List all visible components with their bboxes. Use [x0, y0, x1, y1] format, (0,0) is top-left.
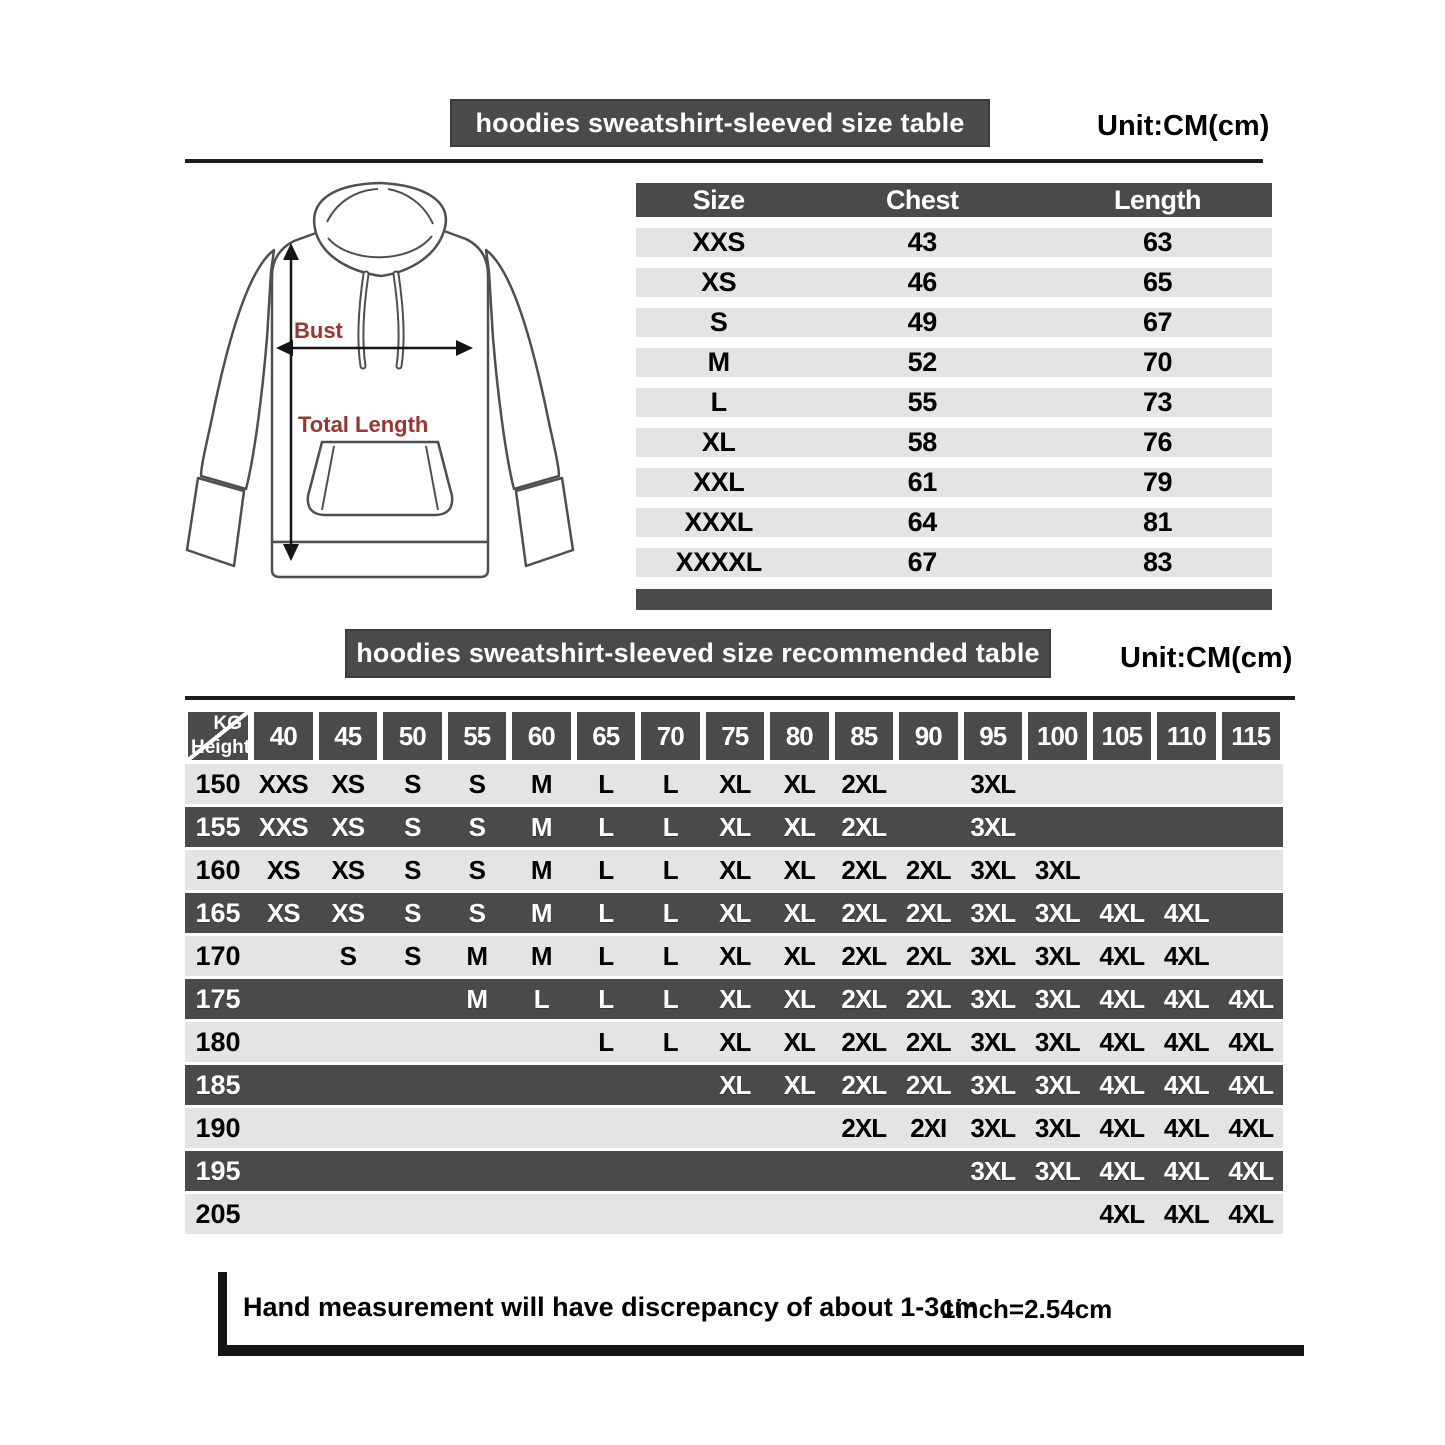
matrix-size-cell: 2XL [841, 768, 887, 799]
matrix-size-cell [1090, 807, 1155, 847]
matrix-size-cell: L [662, 854, 678, 885]
weight-header-cell: 55 [448, 712, 507, 760]
matrix-size-cell: 4XL [1228, 1198, 1274, 1229]
matrix-size-cell [509, 1151, 574, 1191]
matrix-size-cell: 2XL [841, 811, 887, 842]
weight-header-wrap [767, 712, 832, 760]
matrix-size-cell: XS [331, 897, 365, 928]
recommended-table-title-bar [345, 629, 1051, 678]
size-table-row [636, 548, 1272, 577]
matrix-height-label: 165 [195, 897, 241, 928]
matrix-size-cell [832, 1151, 897, 1191]
weight-header-wrap [703, 712, 768, 760]
matrix-size-cell: M [466, 983, 488, 1014]
matrix-size-cell [380, 1108, 445, 1148]
size-table-cell: XXS [692, 227, 745, 257]
matrix-size-cell [1219, 936, 1284, 976]
weight-header-wrap [1090, 712, 1155, 760]
corner-cell-wrap [185, 712, 251, 760]
footer-left-bar [218, 1272, 227, 1356]
size-table-bottom-strip [636, 589, 1272, 610]
matrix-size-cell [896, 764, 961, 804]
matrix-size-cell: 3XL [1034, 1069, 1080, 1100]
matrix-size-cell [1025, 1194, 1090, 1234]
matrix-size-cell: 2XL [905, 1069, 951, 1100]
matrix-height-label: 170 [195, 940, 241, 971]
weight-header-wrap [961, 712, 1026, 760]
matrix-size-cell [767, 1151, 832, 1191]
matrix-size-cell: S [404, 854, 421, 885]
matrix-size-cell: 3XL [1034, 1026, 1080, 1057]
size-table-cell: 79 [1142, 467, 1173, 497]
matrix-size-cell: XXS [258, 768, 308, 799]
matrix-size-cell: S [468, 854, 485, 885]
matrix-row [185, 764, 1283, 804]
weight-header-wrap [509, 712, 574, 760]
matrix-size-cell: 3XL [970, 1112, 1016, 1143]
weight-header-wrap [574, 712, 639, 760]
matrix-size-cell: 4XL [1228, 1069, 1274, 1100]
weight-header-cell: 90 [899, 712, 958, 760]
size-table-row [636, 388, 1272, 417]
matrix-height-label: 185 [195, 1069, 241, 1100]
size-table-title-bar [450, 99, 990, 147]
matrix-size-cell [703, 1151, 768, 1191]
kg-height-corner-cell [188, 712, 251, 760]
measurement-note: Hand measurement will have discrepancy of about 1-3cm [243, 1292, 979, 1322]
matrix-row [185, 936, 1283, 976]
matrix-size-cell: L [662, 940, 678, 971]
matrix-size-cell: 3XL [1034, 983, 1080, 1014]
size-table-cell: S [709, 307, 728, 337]
matrix-size-cell: 4XL [1228, 983, 1274, 1014]
matrix-size-cell: S [339, 940, 356, 971]
matrix-size-cell: 3XL [970, 854, 1016, 885]
matrix-size-cell: XS [266, 897, 300, 928]
size-table-body [636, 228, 1272, 577]
matrix-height-label: 205 [195, 1198, 241, 1229]
matrix-size-cell [767, 1108, 832, 1148]
matrix-size-cell: XL [783, 811, 815, 842]
weight-header-cell: 65 [577, 712, 636, 760]
size-table-row [636, 308, 1272, 337]
size-table-title: hoodies sweatshirt-sleeved size table [475, 107, 965, 138]
matrix-size-cell: XL [719, 897, 751, 928]
matrix-size-cell [445, 1194, 510, 1234]
matrix-size-cell [251, 1151, 316, 1191]
matrix-size-cell: S [468, 897, 485, 928]
recommended-table-title: hoodies sweatshirt-sleeved size recommended table [356, 638, 1040, 668]
matrix-size-cell: S [404, 811, 421, 842]
matrix-size-cell [1090, 764, 1155, 804]
matrix-size-cell: M [530, 768, 552, 799]
kg-label: KG [213, 713, 242, 734]
matrix-size-cell: XS [266, 854, 300, 885]
matrix-row [185, 979, 1283, 1019]
weight-header-wrap [445, 712, 510, 760]
matrix-row [185, 1108, 1283, 1148]
matrix-size-cell [251, 936, 316, 976]
matrix-size-cell: XL [783, 854, 815, 885]
matrix-size-cell: 4XL [1228, 1026, 1274, 1057]
matrix-size-cell [574, 1151, 639, 1191]
matrix-size-cell: 2XL [841, 897, 887, 928]
height-label: Height [191, 737, 251, 758]
matrix-size-cell [316, 979, 381, 1019]
size-table-cell: L [710, 387, 727, 417]
matrix-size-cell: 4XL [1163, 940, 1209, 971]
matrix-size-cell: 3XL [970, 768, 1016, 799]
matrix-size-cell: L [598, 897, 614, 928]
matrix-size-cell: L [598, 1026, 614, 1057]
weight-header-cell: 100 [1028, 712, 1087, 760]
matrix-size-cell: 4XL [1099, 1155, 1145, 1186]
size-table-row [636, 468, 1272, 497]
matrix-size-cell [1154, 807, 1219, 847]
matrix-size-cell [832, 1194, 897, 1234]
size-table-cell: 67 [1142, 307, 1173, 337]
size-table-cell: 52 [907, 347, 937, 377]
matrix-size-cell: L [598, 983, 614, 1014]
matrix-size-cell: S [468, 811, 485, 842]
matrix-size-cell: S [468, 768, 485, 799]
matrix-size-cell [316, 1151, 381, 1191]
size-table-cell: 43 [907, 227, 937, 257]
size-table-cell: 70 [1142, 347, 1173, 377]
matrix-size-cell [638, 1194, 703, 1234]
matrix-size-cell: 4XL [1163, 1155, 1209, 1186]
matrix-size-cell [380, 1151, 445, 1191]
matrix-size-cell: 2XL [905, 897, 951, 928]
size-table-cell: 73 [1142, 387, 1173, 417]
matrix-size-cell: XL [783, 1026, 815, 1057]
matrix-size-cell: L [598, 811, 614, 842]
matrix-size-cell: 4XL [1163, 1026, 1209, 1057]
weight-header-wrap [380, 712, 445, 760]
matrix-size-cell [703, 1194, 768, 1234]
matrix-size-cell [638, 1151, 703, 1191]
matrix-row [185, 1194, 1283, 1234]
matrix-size-cell: 4XL [1163, 1069, 1209, 1100]
weight-header-wrap [251, 712, 316, 760]
matrix-size-cell: 4XL [1163, 897, 1209, 928]
size-table-cell: 58 [907, 427, 937, 457]
matrix-size-cell: S [404, 768, 421, 799]
matrix-size-cell [251, 1194, 316, 1234]
matrix-size-cell [574, 1108, 639, 1148]
size-table-cell: XXXXL [675, 547, 762, 577]
divider-line-top [185, 159, 1263, 163]
matrix-size-cell [316, 1022, 381, 1062]
matrix-size-cell: XL [783, 983, 815, 1014]
recommended-table-unit-label: Unit:CM(cm) [1120, 642, 1293, 674]
weight-header-cell: 70 [641, 712, 700, 760]
matrix-size-cell: XL [783, 1069, 815, 1100]
matrix-height-label: 150 [195, 768, 241, 799]
size-table-row [636, 268, 1272, 297]
matrix-size-cell: L [662, 811, 678, 842]
weight-header-cell: 50 [383, 712, 442, 760]
size-table-row [636, 428, 1272, 457]
matrix-size-cell [1090, 850, 1155, 890]
matrix-size-cell: 3XL [970, 1026, 1016, 1057]
weight-header-cell: 45 [319, 712, 378, 760]
matrix-size-cell: L [598, 940, 614, 971]
weight-header-cell: 80 [770, 712, 829, 760]
matrix-size-cell [1025, 764, 1090, 804]
matrix-size-cell: XXS [258, 811, 308, 842]
matrix-size-cell: M [466, 940, 488, 971]
matrix-size-cell [509, 1065, 574, 1105]
size-table-cell: 61 [907, 467, 937, 497]
matrix-size-cell [380, 1022, 445, 1062]
weight-header-wrap [896, 712, 961, 760]
matrix-size-cell [251, 1108, 316, 1148]
matrix-size-cell [251, 979, 316, 1019]
matrix-row [185, 893, 1283, 933]
weight-header-wrap [316, 712, 381, 760]
matrix-size-cell [251, 1065, 316, 1105]
size-table-cell: 65 [1142, 267, 1173, 297]
matrix-size-cell: XL [719, 768, 751, 799]
matrix-size-cell [1219, 764, 1284, 804]
matrix-size-cell [509, 1194, 574, 1234]
size-table-cell: M [707, 347, 730, 377]
matrix-size-cell: 3XL [1034, 1112, 1080, 1143]
matrix-size-cell: M [530, 940, 552, 971]
matrix-row [185, 850, 1283, 890]
matrix-size-cell [445, 1065, 510, 1105]
matrix-size-cell: XS [331, 768, 365, 799]
matrix-size-cell: L [598, 768, 614, 799]
matrix-size-cell: S [404, 940, 421, 971]
matrix-size-cell: 4XL [1099, 1112, 1145, 1143]
matrix-height-label: 175 [195, 983, 241, 1014]
size-table-cell: 83 [1142, 547, 1173, 577]
matrix-size-cell: L [662, 1026, 678, 1057]
matrix-size-cell: 2XL [905, 983, 951, 1014]
size-table [636, 183, 1272, 610]
divider-line-middle [185, 696, 1295, 700]
matrix-size-cell: XS [331, 854, 365, 885]
matrix-size-cell [445, 1108, 510, 1148]
matrix-size-cell [896, 1151, 961, 1191]
matrix-size-cell: 3XL [1034, 940, 1080, 971]
weight-header-cell: 115 [1222, 712, 1281, 760]
matrix-size-cell: 2XL [841, 983, 887, 1014]
matrix-size-cell [380, 1065, 445, 1105]
matrix-size-cell: L [662, 768, 678, 799]
matrix-size-cell [251, 1022, 316, 1062]
matrix-size-cell [380, 979, 445, 1019]
matrix-size-cell: XL [719, 1026, 751, 1057]
matrix-size-cell: L [662, 897, 678, 928]
hoodie-measurement-diagram [170, 180, 590, 620]
matrix-size-cell: 4XL [1163, 983, 1209, 1014]
weight-header-cell: 105 [1093, 712, 1152, 760]
matrix-body [185, 764, 1283, 1234]
recommended-size-matrix [185, 712, 1283, 1237]
matrix-size-cell: 2XL [841, 940, 887, 971]
matrix-size-cell: 3XL [970, 1155, 1016, 1186]
matrix-height-label: 190 [195, 1112, 241, 1143]
matrix-size-cell [1219, 807, 1284, 847]
matrix-size-cell [574, 1194, 639, 1234]
matrix-size-cell [1219, 850, 1284, 890]
matrix-size-cell [703, 1108, 768, 1148]
weight-header-cell: 110 [1157, 712, 1216, 760]
size-table-cell: 63 [1142, 227, 1173, 257]
matrix-size-cell [767, 1194, 832, 1234]
matrix-size-cell: L [662, 983, 678, 1014]
matrix-size-cell [896, 1194, 961, 1234]
matrix-size-cell: 2XL [841, 1112, 887, 1143]
matrix-size-cell [1025, 807, 1090, 847]
weight-header-cell: 75 [706, 712, 765, 760]
matrix-size-cell [509, 1022, 574, 1062]
footer-bottom-bar [218, 1345, 1304, 1356]
total-length-label: Total Length [298, 412, 429, 437]
matrix-size-cell [638, 1108, 703, 1148]
matrix-size-cell: XL [719, 1069, 751, 1100]
size-table-cell: XS [701, 267, 737, 297]
matrix-size-cell: 4XL [1099, 1198, 1145, 1229]
weight-header-wrap [832, 712, 897, 760]
matrix-size-cell [380, 1194, 445, 1234]
weight-header-cell: 60 [512, 712, 571, 760]
matrix-size-cell: 4XL [1099, 1026, 1145, 1057]
matrix-height-label: 155 [195, 811, 241, 842]
matrix-size-cell: L [598, 854, 614, 885]
matrix-size-cell: M [530, 854, 552, 885]
matrix-size-cell: 2XL [841, 1026, 887, 1057]
size-table-column-header: Chest [885, 185, 959, 215]
matrix-size-cell: XL [719, 811, 751, 842]
bust-label: Bust [294, 318, 343, 343]
weight-header-wrap [1154, 712, 1219, 760]
size-table-cell: 46 [907, 267, 937, 297]
matrix-size-cell: 3XL [1034, 897, 1080, 928]
size-table-row [636, 508, 1272, 537]
weight-header-wrap [638, 712, 703, 760]
matrix-size-cell: 3XL [970, 897, 1016, 928]
size-table-header-row [636, 183, 1272, 217]
matrix-size-cell: 4XL [1163, 1112, 1209, 1143]
matrix-size-cell: 4XL [1099, 1069, 1145, 1100]
hoodie-outline [187, 183, 573, 577]
matrix-size-cell [574, 1065, 639, 1105]
matrix-size-cell [1219, 893, 1284, 933]
matrix-size-cell: 2XL [841, 1069, 887, 1100]
weight-header-cell: 85 [835, 712, 894, 760]
size-table-column-header: Length [1114, 185, 1201, 215]
matrix-size-cell: 2XL [905, 1026, 951, 1057]
matrix-size-cell [1154, 850, 1219, 890]
matrix-size-cell: 2XL [841, 854, 887, 885]
matrix-row [185, 1151, 1283, 1191]
matrix-size-cell [1154, 764, 1219, 804]
matrix-size-cell: 4XL [1163, 1198, 1209, 1229]
size-table-cell: 55 [907, 387, 937, 417]
matrix-size-cell: 4XL [1099, 940, 1145, 971]
matrix-size-cell: XL [719, 940, 751, 971]
matrix-size-cell: 3XL [1034, 1155, 1080, 1186]
size-table-cell: 67 [907, 547, 937, 577]
matrix-size-cell [316, 1065, 381, 1105]
size-table-cell: 81 [1142, 507, 1173, 537]
matrix-size-cell: 3XL [970, 983, 1016, 1014]
size-table-cell: 64 [907, 507, 937, 537]
matrix-size-cell: 2XI [910, 1112, 947, 1143]
hoodie-illustration [170, 180, 590, 620]
matrix-size-cell [961, 1194, 1026, 1234]
size-table-cell: XXL [693, 467, 745, 497]
matrix-size-cell: S [404, 897, 421, 928]
matrix-height-label: 195 [195, 1155, 241, 1186]
matrix-size-cell [509, 1108, 574, 1148]
matrix-height-label: 160 [195, 854, 241, 885]
matrix-size-cell: 4XL [1099, 897, 1145, 928]
matrix-size-cell: XL [783, 897, 815, 928]
matrix-header-row [185, 712, 1283, 760]
weight-header-wrap [1219, 712, 1284, 760]
matrix-size-cell [896, 807, 961, 847]
matrix-row [185, 1022, 1283, 1062]
matrix-row [185, 807, 1283, 847]
matrix-size-cell: 3XL [1034, 854, 1080, 885]
matrix-size-cell: XL [783, 768, 815, 799]
weight-header-wrap [1025, 712, 1090, 760]
size-table-cell: 49 [907, 307, 937, 337]
size-table-row [636, 228, 1272, 257]
matrix-size-cell: XS [331, 811, 365, 842]
weight-header-cell: 40 [254, 712, 313, 760]
matrix-size-cell: 4XL [1228, 1155, 1274, 1186]
matrix-size-cell [445, 1151, 510, 1191]
matrix-row [185, 1065, 1283, 1105]
matrix-size-cell [445, 1022, 510, 1062]
matrix-size-cell: XL [719, 854, 751, 885]
matrix-size-cell: M [530, 897, 552, 928]
matrix-size-cell: 4XL [1099, 983, 1145, 1014]
matrix-size-cell: 3XL [970, 811, 1016, 842]
size-table-cell: XL [701, 427, 736, 457]
weight-header-cell: 95 [964, 712, 1023, 760]
matrix-size-cell: 3XL [970, 1069, 1016, 1100]
size-table-unit-label: Unit:CM(cm) [1097, 110, 1270, 142]
matrix-size-cell: 2XL [905, 854, 951, 885]
matrix-size-cell [638, 1065, 703, 1105]
matrix-size-cell: 3XL [970, 940, 1016, 971]
size-table-column-header: Size [692, 185, 745, 215]
inch-conversion-note: 1inch=2.54cm [941, 1294, 1113, 1324]
matrix-size-cell: 2XL [905, 940, 951, 971]
matrix-size-cell [316, 1108, 381, 1148]
matrix-size-cell: XL [719, 983, 751, 1014]
size-table-cell: XXXL [684, 507, 753, 537]
matrix-size-cell: M [530, 811, 552, 842]
size-table-cell: 76 [1142, 427, 1173, 457]
matrix-height-label: 180 [195, 1026, 241, 1057]
matrix-size-cell [316, 1194, 381, 1234]
matrix-size-cell: 4XL [1228, 1112, 1274, 1143]
matrix-size-cell: XL [783, 940, 815, 971]
matrix-size-cell: L [533, 983, 549, 1014]
size-table-row [636, 348, 1272, 377]
